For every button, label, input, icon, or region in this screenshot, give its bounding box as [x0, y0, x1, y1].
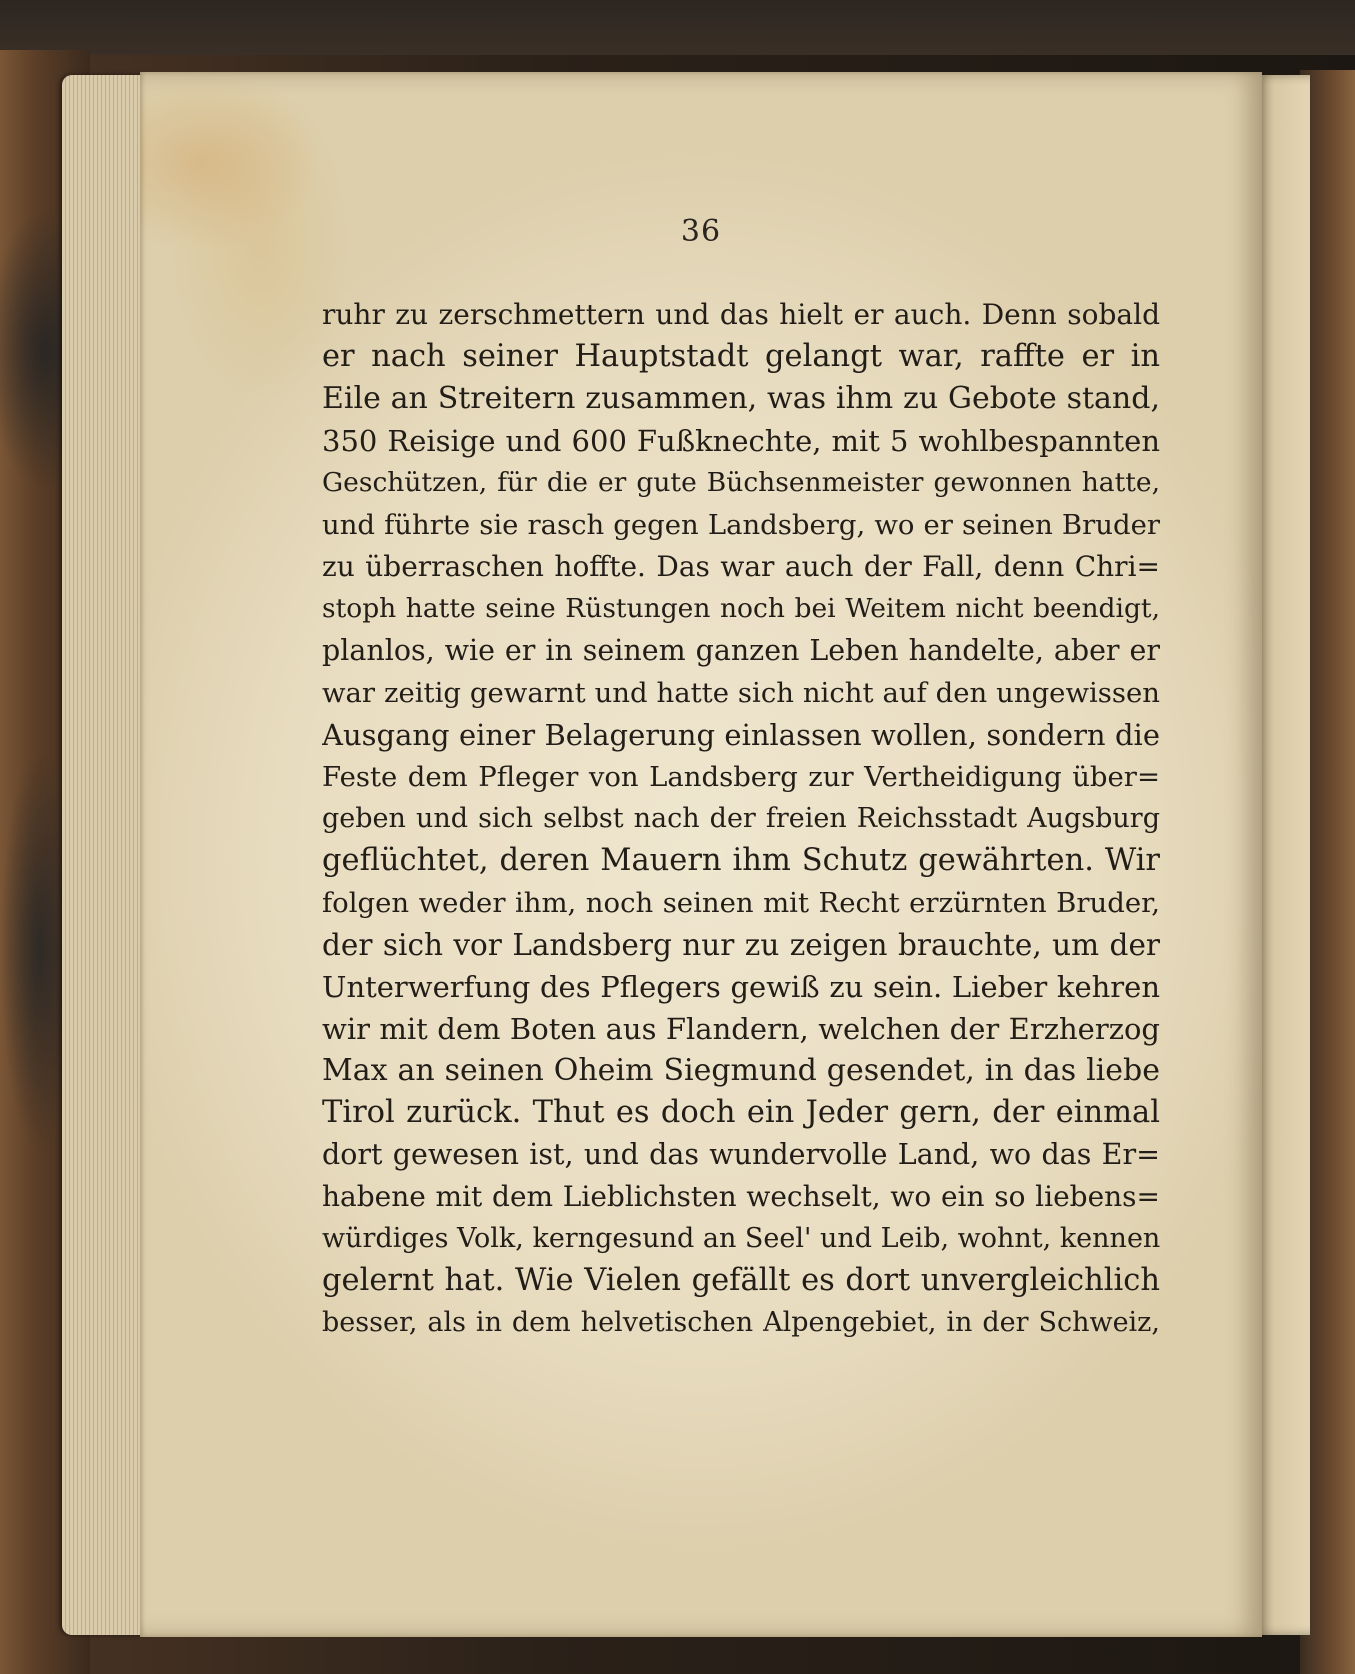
text-line: geflüchtet, deren Mauern ihm Schutz gewährten. Wir: [322, 843, 1160, 878]
page-text: [322, 294, 1160, 1344]
text-line: gelernt hat. Wie Vielen gefällt es dort unvergleichlich: [322, 1263, 1160, 1298]
text-line: der sich vor Landsberg nur zu zeigen brauchte, um der: [322, 928, 1160, 962]
text-line: Max an seinen Oheim Siegmund gesendet, in das liebe: [322, 1053, 1160, 1088]
text-line: dort gewesen ist, und das wundervolle Land, wo das Er=: [322, 1138, 1160, 1171]
text-line: Unterwerfung des Pflegers gewiß zu sein. Lieber kehren: [322, 970, 1160, 1004]
text-line: und führte sie rasch gegen Landsberg, wo er seinen Bruder: [322, 509, 1160, 541]
text-line: planlos, wie er in seinem ganzen Leben handelte, aber er: [322, 634, 1160, 667]
text-line: besser, als in dem helvetischen Alpengebiet, in der Schweiz,: [322, 1307, 1160, 1338]
page-number: 36: [680, 214, 722, 249]
text-line: ruhr zu zerschmettern und das hielt er auch. Denn sobald: [322, 298, 1160, 331]
text-line: würdiges Volk, kerngesund an Seel' und Leib, wohnt, kennen: [322, 1223, 1160, 1254]
text-line: Geschützen, für die er gute Büchsenmeister gewonnen hatte,: [322, 467, 1160, 498]
text-line: geben und sich selbst nach der freien Reichsstadt Augsburg: [322, 803, 1160, 834]
text-line: er nach seiner Hauptstadt gelangt war, raffte er in: [322, 339, 1160, 374]
text-line: zu überraschen hoffte. Das war auch der Fall, denn Chri=: [322, 550, 1160, 583]
book-page: [140, 72, 1262, 1637]
text-line: 350 Reisige und 600 Fußknechte, mit 5 wohlbespannten: [322, 424, 1160, 458]
text-line: Feste dem Pfleger von Landsberg zur Vertheidigung über=: [322, 761, 1160, 793]
text-line: Ausgang einer Belagerung einlassen wollen, sondern die: [322, 718, 1160, 752]
background-top: [0, 0, 1355, 55]
text-line: Tirol zurück. Thut es doch ein Jeder gern, der einmal: [322, 1095, 1160, 1130]
text-line: Eile an Streitern zusammen, was ihm zu Gebote stand,: [322, 381, 1160, 416]
facing-page-edge: [1255, 75, 1310, 1635]
text-line: habene mit dem Lieblichsten wechselt, wo ein so liebens=: [322, 1180, 1160, 1213]
text-line: war zeitig gewarnt und hatte sich nicht auf den ungewissen: [322, 677, 1160, 709]
text-line: wir mit dem Boten aus Flandern, welchen der Erzherzog: [322, 1012, 1160, 1046]
text-line: stoph hatte seine Rüstungen noch bei Weitem nicht beendigt,: [322, 593, 1160, 624]
text-line: folgen weder ihm, noch seinen mit Recht erzürnten Bruder,: [322, 887, 1160, 919]
page-edges: [62, 75, 152, 1635]
